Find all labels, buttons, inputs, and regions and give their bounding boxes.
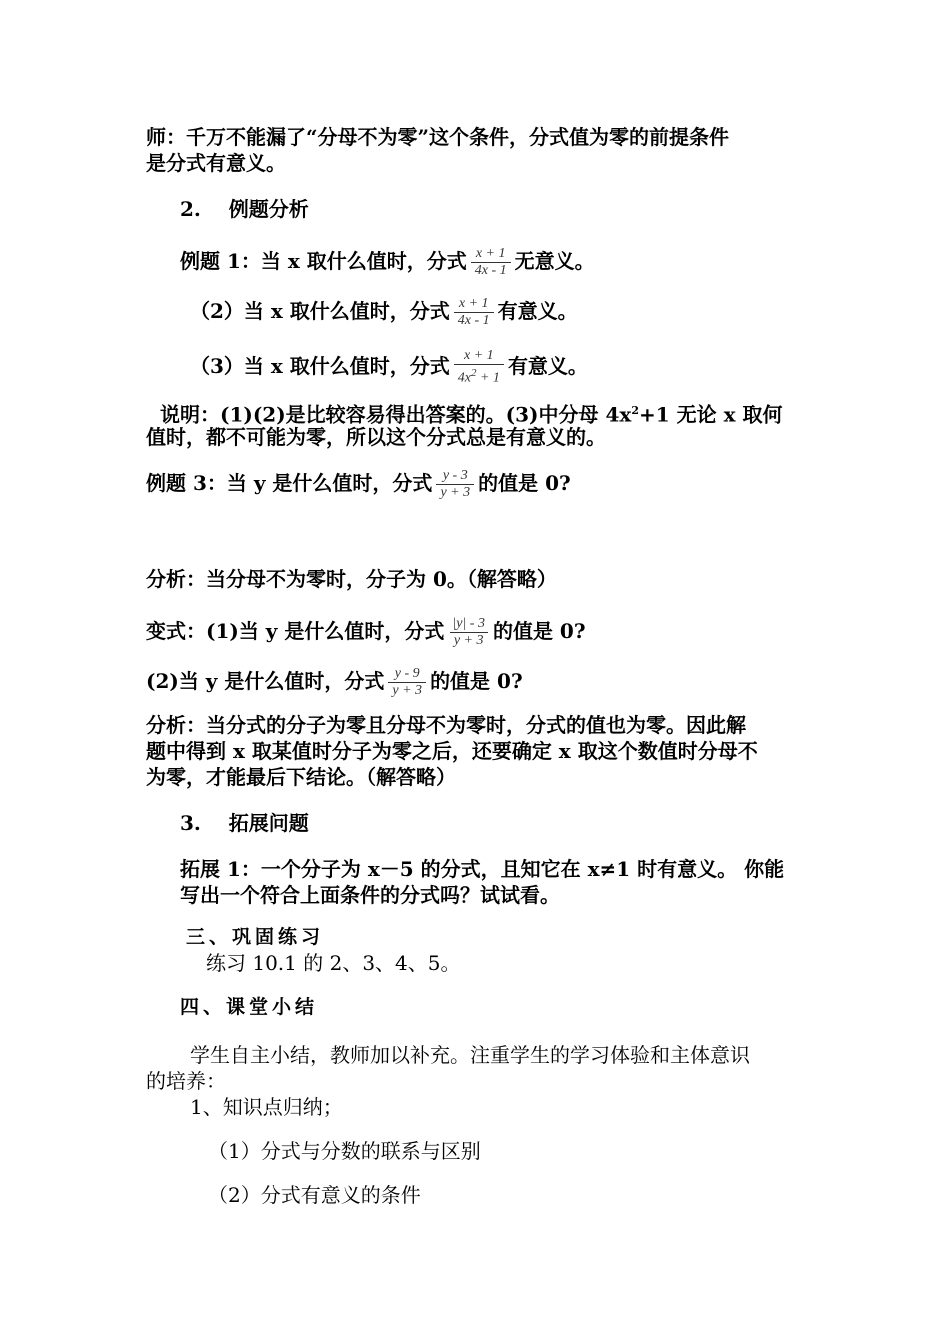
summary-subitem: （1）分式与分数的联系与区别 [208, 1139, 481, 1163]
summary-item: 1、知识点归纳； [190, 1095, 343, 1119]
section-heading: 四、课堂小结 [180, 996, 319, 1018]
example-3: 例题 3：当 y 是什么值时，分式 $\frac{y - 3}{y + 3}$ 的值是 0? [146, 468, 571, 500]
practice-line: 练习 10.1 的 2、3、4、5。 [206, 951, 461, 975]
question-text: （3）当 x 取什么值时，分式 [190, 353, 450, 378]
denominator: $4x^2 + 1$ [454, 364, 504, 387]
denominator: 4x - 1 [454, 312, 494, 329]
section-title: 3. 拓展问题 [180, 811, 309, 835]
extension-line: 拓展 1：一个分子为 x－5 的分式，且知它在 x≠1 时有意义。 你能 [180, 857, 785, 881]
numerator: y - 9 [394, 666, 420, 681]
denominator: 4x - 1 [471, 262, 511, 279]
numerator: x + 1 [464, 348, 494, 363]
text-line: 是分式有意义。 [146, 151, 286, 175]
denominator: y + 3 [388, 682, 426, 699]
fraction [471, 246, 511, 279]
analysis-line: 分析：当分母不为零时，分子为 0。（解答略） [146, 567, 557, 591]
numerator: |y| - 3 [452, 616, 485, 631]
note-line: 说明：(1)(2)是比较容易得出答案的。(3)中分母 $4x^2+1$ 无论 x 取何 [160, 402, 783, 427]
question-text: （2）当 x 取什么值时，分式 [190, 299, 450, 323]
extension-line: 写出一个符合上面条件的分式吗？试试看。 [180, 883, 560, 907]
summary-line: 学生自主小结，教师加以补充。注重学生的学习体验和主体意识 [190, 1043, 750, 1067]
question-text: 有意义。 [507, 353, 588, 378]
fraction [436, 468, 474, 501]
numerator: x + 1 [475, 246, 506, 261]
section-heading: 三、巩固练习 [186, 926, 325, 948]
text-line: 师：千万不能漏了“分母不为零”这个条件，分式值为零的前提条件 [146, 125, 730, 149]
section-title: 2. 例题分析 [180, 197, 309, 221]
variant-2: (2)当 y 是什么值时，分式 $\frac{y - 9}{y + 3}$ 的值是 0? [146, 666, 523, 698]
analysis-line: 为零，才能最后下结论。（解答略） [146, 765, 456, 789]
example-1-part-3 [190, 348, 588, 387]
summary-subitem: （2）分式有意义的条件 [208, 1183, 421, 1207]
analysis-line: 分析：当分式的分子为零且分母不为零时，分式的值也为零。因此解 [146, 713, 746, 737]
fraction [388, 666, 426, 699]
question-text: 有意义。 [497, 299, 578, 323]
fraction [454, 348, 504, 387]
numerator: y - 3 [442, 468, 468, 483]
fraction [448, 616, 489, 649]
question-text: 无意义。 [514, 249, 595, 273]
example-1 [180, 246, 595, 279]
note-line: 值时，都不可能为零，所以这个分式总是有意义的。 [146, 425, 606, 449]
question-text: 例题 1：当 x 取什么值时，分式 [180, 249, 467, 273]
denominator: y + 3 [436, 484, 474, 501]
summary-line: 的培养： [146, 1069, 226, 1093]
example-1-part-2 [190, 296, 578, 329]
denominator: y + 3 [450, 632, 488, 649]
analysis-line: 题中得到 x 取某值时分子为零之后，还要确定 x 取这个数值时分母不 [146, 739, 758, 763]
fraction [454, 296, 494, 329]
variant-1: 变式：(1)当 y 是什么值时，分式 $\frac{|y| - 3}{y + 3}$ 的值是 0? [146, 616, 586, 648]
numerator: x + 1 [458, 296, 489, 311]
